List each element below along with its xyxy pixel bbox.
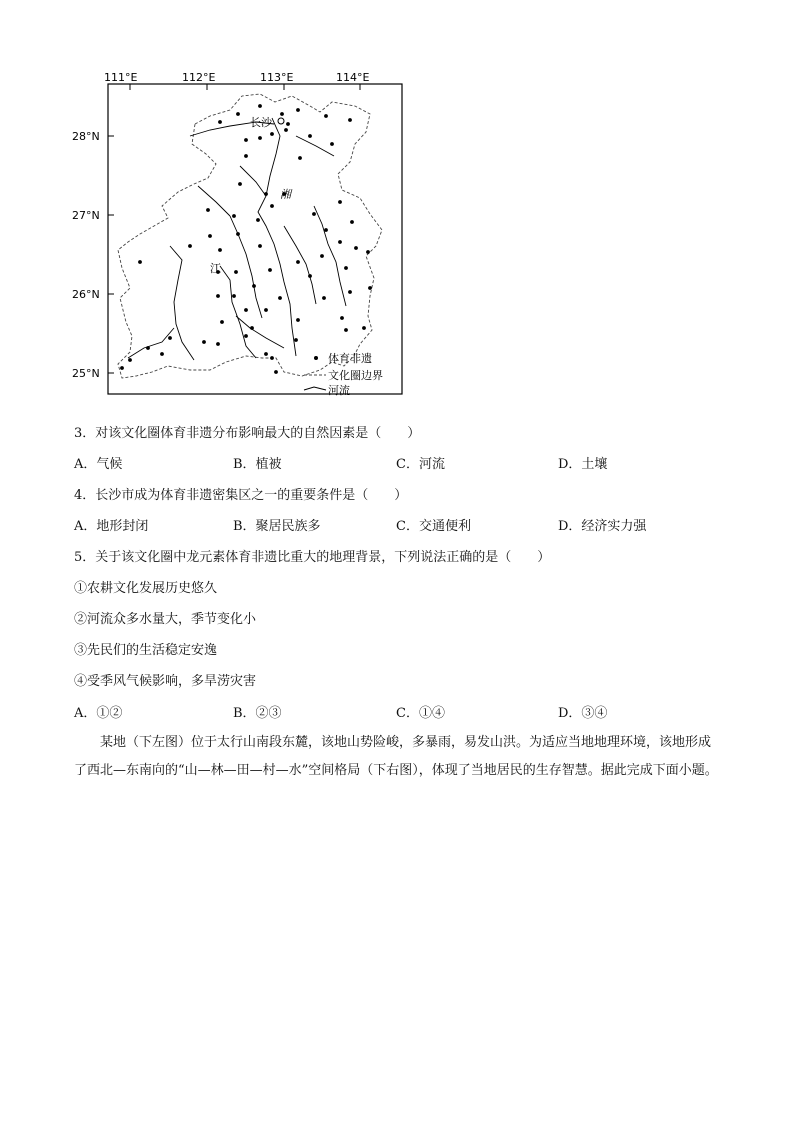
q4-option-a[interactable]: A．地形封闭 [74, 519, 149, 534]
lon-label: 111°E [104, 71, 138, 84]
lat-label: 28°N [72, 130, 100, 143]
rivers [128, 118, 346, 360]
legend-dot-icon [314, 356, 318, 360]
q3-option-a[interactable]: A．气候 [74, 457, 123, 472]
q5-option-a[interactable]: A．①② [74, 706, 123, 721]
q3-option-d[interactable]: D．土壤 [558, 457, 608, 472]
q5-statement-1: ①农耕文化发展历史悠久 [74, 581, 218, 596]
legend-boundary: 文化圈边界 [328, 369, 383, 382]
q3-option-b[interactable]: B．植被 [233, 457, 282, 472]
q4-option-b[interactable]: B．聚居民族多 [233, 519, 321, 534]
culture-circle-map [70, 66, 410, 396]
lon-ticks [108, 84, 360, 373]
culture-circle-boundary [118, 94, 382, 378]
question-4-stem: 4．长沙市成为体育非遗密集区之一的重要条件是（ ） [74, 488, 408, 503]
q5-option-c[interactable]: C．①④ [396, 706, 445, 721]
lat-label: 26°N [72, 288, 100, 301]
q5-option-b[interactable]: B．②③ [233, 706, 282, 721]
q3-option-c[interactable]: C．河流 [396, 457, 445, 472]
q4-option-d[interactable]: D．经济实力强 [558, 519, 647, 534]
legend-river-icon [304, 387, 326, 390]
jiang-label: 江 [210, 262, 221, 275]
changsha-label: 长沙 [250, 116, 272, 129]
legend-river: 河流 [328, 384, 350, 396]
lat-label: 25°N [72, 367, 100, 380]
q4-option-c[interactable]: C．交通便利 [396, 519, 471, 534]
q5-option-d[interactable]: D．③④ [558, 706, 608, 721]
lat-label: 27°N [72, 209, 100, 222]
lon-label: 112°E [182, 71, 216, 84]
map-svg [70, 66, 410, 396]
xiang-label: 湘 [280, 188, 291, 201]
map-frame [108, 84, 402, 394]
lon-label: 114°E [336, 71, 370, 84]
changsha-marker [278, 118, 284, 124]
passage-text: 某地（下左图）位于太行山南段东麓，该地山势险峻，多暴雨，易发山洪。为适应当地地理环境，该地形成了西北—东南向的“山—林—田—村—水”空间格局（下右图），体现了当地居民的生存智慧。据此完成下面小题。 [74, 735, 718, 778]
question-5-stem: 5．关于该文化圈中龙元素体育非遗比重大的地理背景，下列说法正确的是（ ） [74, 550, 551, 565]
q5-statement-3: ③先民们的生活稳定安逸 [74, 643, 218, 658]
heritage-points [120, 104, 372, 374]
legend-heritage: 体育非遗 [328, 352, 372, 365]
q5-statement-2: ②河流众多水量大，季节变化小 [74, 612, 257, 627]
question-3-stem: 3．对该文化圈体育非遗分布影响最大的自然因素是（ ） [74, 426, 421, 441]
map-legend [304, 351, 383, 396]
q5-statement-4: ④受季风气候影响，多旱涝灾害 [74, 674, 257, 689]
lon-label: 113°E [260, 71, 294, 84]
